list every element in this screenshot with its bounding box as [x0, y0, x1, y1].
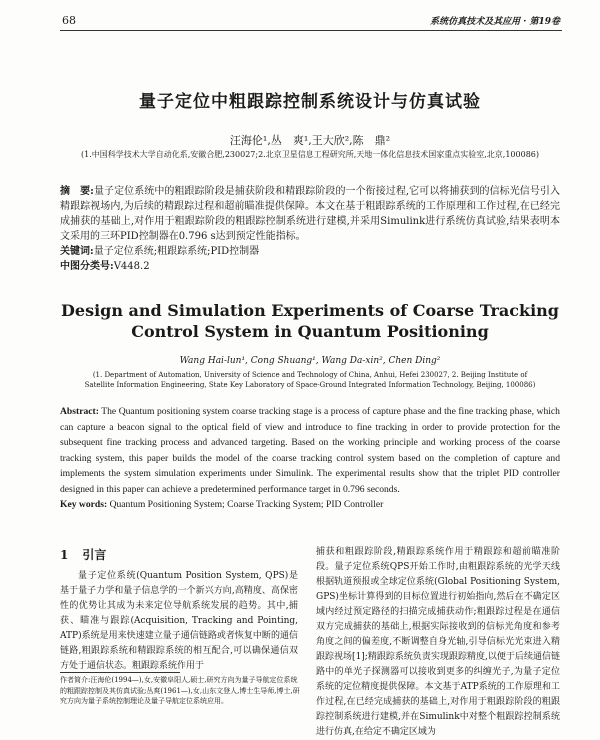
body-column-right: [316, 545, 560, 740]
keywords-cn-label: 关键词:: [60, 246, 94, 257]
abstract-en-text: The Quantum positioning system coarse tracking stage is a process of capture phase and the fine tracking phase, which can capture a beacon signal to the optical field of view and introduce to fine tracking in order to provide protection for the subsequent fine tracking process and advanced targeting. Based on the working principle and working process of the coarse tracking system, this paper builds the model of the coarse tracking control system based on the completion of capture and implements the system simulation experiments under Simulink. The experimental results show that the triplet PID controller designed in this paper can achieve a predetermined performance target in 0.796 seconds.: [60, 406, 560, 495]
clc-label: 中图分类号:: [60, 261, 114, 272]
abstract-chinese: [60, 184, 560, 274]
section-heading: [60, 548, 298, 563]
keywords-cn: 量子定位系统;粗跟踪系统;PID控制器: [93, 246, 260, 257]
affiliation-chinese: (1.中国科学技术大学自动化系,安徽合肥,230027;2.北京卫星信息工程研究所,天地一体化信息技术国家重点实验室,北京,100086): [81, 150, 539, 159]
abstract-en-label: Abstract:: [60, 406, 99, 417]
affiliation-english: [70, 370, 550, 390]
section-title: 引言: [82, 548, 107, 562]
body-column-left: [60, 548, 298, 674]
abstract-english: [60, 404, 560, 513]
title-chinese: 量子定位中粗跟踪控制系统设计与仿真试验: [139, 92, 481, 112]
intro-paragraph-right: 捕获和粗跟踪阶段,精跟踪系统作用于精跟踪和超前瞄准阶段。量子定位系统QPS开始工作时,由粗跟踪系统的光学天线根据轨道预报或全球定位系统(Global Positioning System, GPS)坐标计算得到的目标位置进行初始指向,然后在不确定区域内经过预定路径的扫描完成捕获动作;粗跟踪过程是在通信双方完成捕获的基础上,根据实际接收到的信标光角度和参考角度之间的偏差度,不断调整自身光轴,引导信标光光束进入精跟踪视场[1];精跟踪系统负责实现跟踪精度,以便于后续通信链路中的单光子探测器可以接收到更多的纠缠光子,为量子定位系统的定位精度提供保障。本文基于ATP系统的工作原理和工作过程,在已经完成捕获的基础上,对作用于粗跟踪阶段的粗跟踪控制系统进行建模,并在Simulink中对整个粗跟踪控制系统进行仿真,在给定不确定区域为: [316, 547, 560, 737]
authors-chinese: 汪海伦¹,丛 爽¹,王大欣²,陈 鼎²: [229, 134, 391, 147]
header-rule: [60, 30, 562, 31]
abstract-cn-label: 摘 要:: [60, 186, 94, 197]
authors-english: Wang Hai-lun¹, Cong Shuang¹, Wang Da-xin², Chen Ding²: [179, 356, 441, 366]
affil-en-line2: Satellite Information Engineering, State Key Laboratory of Space-Ground Integrated Information Technology, Beijing, 100086): [84, 381, 536, 389]
author-footnote: 作者简介:汪海伦(1994—),女,安徽阜阳人,硕士,研究方向为量子导航定位系统的粗跟踪控制及其仿真试验;丛爽(1961—),女,山东文登人,博士生导师,博士,研究方向为量子系统控制理论及量子导航定位系统应用。: [60, 676, 300, 705]
affil-en-line1: (1. Department of Automation, University of Science and Technology of China, Anhui, Hefei 230027, 2. Beijing Institute of: [92, 371, 528, 379]
section-number: 1: [60, 548, 69, 562]
keywords-en-label: Key words:: [60, 499, 108, 510]
keywords-en: Quantum Positioning System; Coarse Tracking System; PID Controller: [109, 499, 384, 510]
footnote-rule: [60, 672, 180, 673]
journal-header: 系统仿真技术及其应用 · 第19卷: [430, 17, 560, 27]
title-en-line1: Design and Simulation Experiments of Coarse Tracking: [61, 301, 559, 320]
clc-number: V448.2: [113, 261, 150, 272]
intro-paragraph-left: 量子定位系统(Quantum Position System, QPS)是基于量子力学和量子信息学的一个新兴方向,高精度、高保密性的优势让其成为未来定位导航系统发展的趋势。其中,捕获、瞄准与跟踪(Acquisition, Tracking and Pointing, ATP)系统是用来快速建立量子通信链路或者恢复中断的通信链路,粗跟踪系统和精跟踪系统的相互配合,可以确保通信双方处于通信状态。粗跟踪系统作用于: [60, 571, 298, 671]
page-number: 68: [62, 14, 76, 27]
title-en-line2: Control System in Quantum Positioning: [131, 322, 489, 341]
title-english: [60, 300, 560, 342]
abstract-cn-text: 量子定位系统中的粗跟踪阶段是捕获阶段和精跟踪阶段的一个衔接过程,它可以将捕获到的信标光信号引入精跟踪视场内,为后续的精跟踪过程和超前瞄准提供保障。本文在基于粗跟踪系统的工作原理和工作过程,在已经完成捕获的基础上,对作用于粗跟踪阶段的粗跟踪控制系统进行建模,并采用Simulink进行系统仿真试验,结果表明本文采用的三环PID控制器在0.796 s达到预定性能指标。: [60, 186, 560, 242]
